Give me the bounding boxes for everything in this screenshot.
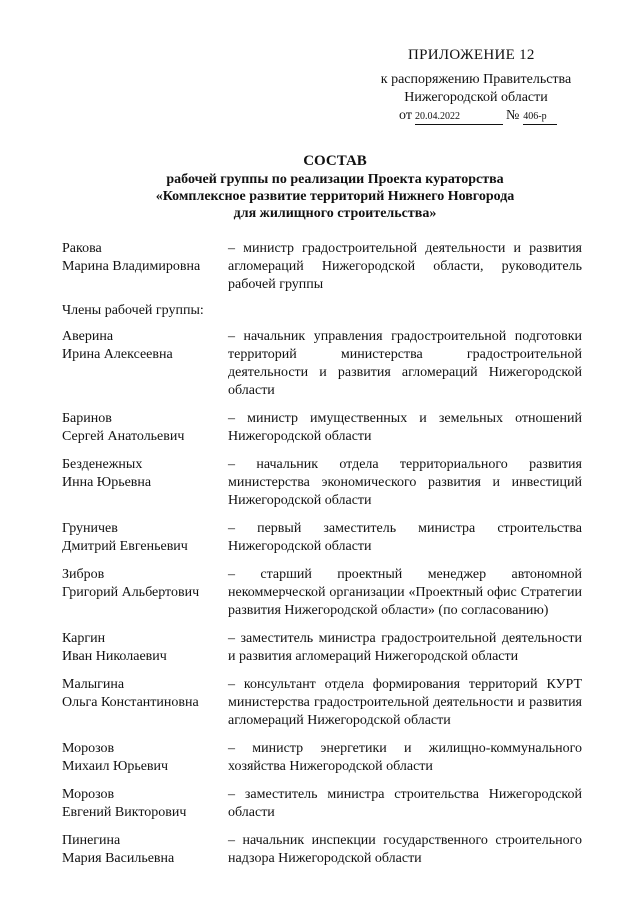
member-name — [62, 832, 228, 868]
member-row — [62, 520, 582, 556]
member-given-name: Ольга Константиновна — [62, 695, 199, 710]
member-name — [62, 676, 228, 730]
member-given-name: Михаил Юрьевич — [62, 759, 169, 774]
member-role: – начальник инспекции государственного строительного надзора Нижегородской области — [228, 833, 582, 866]
member-role: – заместитель министра градостроительной деятельности и развития агломераций Нижегородской области — [228, 631, 582, 664]
member-role: – министр энергетики и жилищно-коммунального хозяйства Нижегородской области — [228, 741, 582, 774]
member-role: – министр имущественных и земельных отношений Нижегородской области — [228, 411, 582, 444]
order-line-1: к распоряжению Правительства — [380, 72, 572, 87]
heading-line-2: «Комплексное развитие территорий Нижнего Новгорода — [155, 189, 515, 204]
composition-list — [62, 240, 582, 878]
heading-title: СОСТАВ — [303, 153, 367, 169]
leader-row — [62, 240, 582, 294]
document-heading — [90, 153, 580, 222]
leader-given-name: Марина Владимировна — [62, 259, 201, 274]
appendix-label: ПРИЛОЖЕНИЕ 12 — [408, 47, 535, 63]
member-role: – заместитель министра строительства Нижегородской области — [228, 787, 582, 820]
member-surname: Баринов — [62, 411, 112, 426]
member-name — [62, 786, 228, 822]
member-row — [62, 410, 582, 446]
member-given-name: Инна Юрьевна — [62, 475, 152, 490]
members-label: Члены рабочей группы: — [62, 303, 204, 318]
member-surname: Каргин — [62, 631, 106, 646]
order-date: 20.04.2022 — [415, 110, 503, 125]
member-given-name: Мария Васильевна — [62, 851, 175, 866]
member-surname: Безденежных — [62, 457, 143, 472]
order-number: 406-р — [523, 110, 557, 125]
member-row — [62, 786, 582, 822]
members-list — [62, 328, 582, 868]
member-row — [62, 630, 582, 666]
member-row — [62, 566, 582, 620]
member-row — [62, 676, 582, 730]
member-surname: Пинегина — [62, 833, 121, 848]
member-surname: Аверина — [62, 329, 114, 344]
member-name — [62, 456, 228, 510]
member-row — [62, 328, 582, 400]
member-name — [62, 410, 228, 446]
leader-name — [62, 240, 228, 294]
number-sign: № — [505, 108, 520, 123]
member-name — [62, 328, 228, 400]
member-given-name: Евгений Викторович — [62, 805, 187, 820]
member-surname: Малыгина — [62, 677, 125, 692]
order-reference — [340, 71, 612, 107]
member-role: – начальник отдела территориального развития министерства экономического развития и инвестиций Нижегородской области — [228, 457, 582, 508]
member-role: – старший проектный менеджер автономной некоммерческой организации «Проектный офис Стратегии развития Нижегородской области» (по согласованию) — [228, 567, 582, 618]
member-surname: Груничев — [62, 521, 118, 536]
member-surname: Морозов — [62, 787, 115, 802]
member-name — [62, 566, 228, 620]
heading-line-1: рабочей группы по реализации Проекта кураторства — [166, 172, 504, 187]
member-role: – консультант отдела формирования территорий КУРТ министерства градостроительной деятельности и развития агломераций Нижегородской области — [228, 677, 582, 728]
member-given-name: Дмитрий Евгеньевич — [62, 539, 188, 554]
order-line-2: Нижегородской области — [404, 90, 548, 105]
leader-surname: Ракова — [62, 241, 102, 256]
member-role: – первый заместитель министра строительства Нижегородской области — [228, 521, 582, 554]
order-date-number — [399, 107, 557, 125]
member-row — [62, 740, 582, 776]
date-prefix: от — [399, 108, 412, 123]
member-surname: Зибров — [62, 567, 105, 582]
member-row — [62, 456, 582, 510]
member-name — [62, 520, 228, 556]
member-given-name: Григорий Альбертович — [62, 585, 200, 600]
member-surname: Морозов — [62, 741, 115, 756]
leader-role: – министр градостроительной деятельности и развития агломераций Нижегородской области, руководитель рабочей группы — [228, 241, 582, 292]
member-given-name: Иван Николаевич — [62, 649, 167, 664]
member-name — [62, 740, 228, 776]
member-given-name: Сергей Анатольевич — [62, 429, 185, 444]
member-given-name: Ирина Алексеевна — [62, 347, 173, 362]
member-name — [62, 630, 228, 666]
member-role: – начальник управления градостроительной подготовки территорий министерства градостроительной деятельности и развития агломераций Нижегородской области — [228, 329, 582, 398]
heading-line-3: для жилищного строительства» — [233, 206, 437, 221]
member-row — [62, 832, 582, 868]
